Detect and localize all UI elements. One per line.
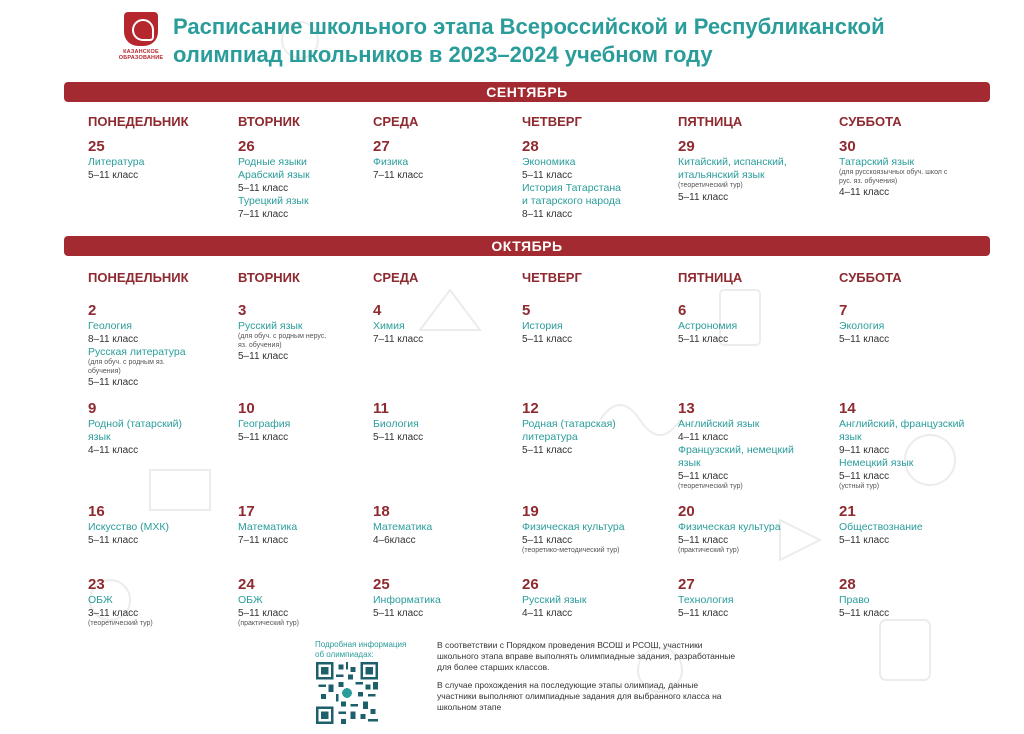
october-weekday-6: СУББОТА [839,270,902,285]
date-number: 25 [88,138,105,155]
subject-name: итальянский язык [678,169,765,181]
date-number: 30 [839,138,856,155]
stage-note: яз. обучения) [238,341,282,349]
date-number: 23 [88,576,105,593]
grade-range: 5–11 класс [678,191,729,203]
stage-note: (практический тур) [678,547,739,554]
september-day-30 [839,138,989,199]
date-number: 28 [522,138,539,155]
qr-caption-line-1: Подробная информация [315,640,407,649]
date-number: 9 [88,400,97,417]
grade-range: 4–11 класс [88,445,139,456]
october-weekday-2: ВТОРНИК [238,270,300,285]
october-day-28 [839,576,989,620]
date-number: 24 [238,576,255,593]
grade-range: 4–6класс [373,535,416,546]
info-paragraph-2: В случае прохождения на последующие этапы олимпиад, данные участники выполняют олимпиадные задания для выбранного класса на школьном этапе [437,680,722,712]
date-number: 12 [522,400,539,417]
date-number: 28 [839,576,856,593]
october-day-11 [373,400,513,444]
october-day-7 [839,302,989,346]
grade-range: 7–11 класс [373,170,424,181]
dragon-emblem-icon [124,12,158,46]
grade-range: 5–11 класс [678,535,729,546]
grade-range: 4–11 класс [522,608,573,619]
subject-name: Литература [88,156,145,168]
date-number: 13 [678,400,695,417]
october-day-12 [522,400,672,457]
grade-range: 7–11 класс [238,535,289,546]
subject-name: История Татарстана [522,182,621,194]
title-line-2: олимпиад школьников в 2023–2024 учебном году [173,42,713,67]
qr-caption [315,640,425,660]
september-day-29 [678,138,833,204]
stage-note: (для обуч. с родным яз. [88,359,165,366]
stage-note: (теоретический тур) [678,483,743,490]
subject-name: ОБЖ [238,594,263,606]
subject-name: Родные языки [238,156,307,168]
september-day-28 [522,138,672,221]
september-weekday-5: ПЯТНИЦА [678,114,743,129]
date-number: 2 [88,302,97,319]
grade-range: 4–11 класс [839,187,890,198]
october-day-19 [522,503,672,556]
october-day-2 [88,302,228,389]
month-bar-september: СЕНТЯБРЬ [64,82,990,102]
september-weekday-1: ПОНЕДЕЛЬНИК [88,114,189,129]
october-day-17 [238,503,368,547]
grade-range: 5–11 класс [373,432,424,443]
date-number: 25 [373,576,390,593]
subject-name: Китайский, испанский, [678,156,787,168]
subject-name: Физическая культура [678,521,781,533]
subject-name: Биология [373,418,419,430]
october-weekday-5: ПЯТНИЦА [678,270,743,285]
subject-name: Английский, французский [839,418,965,430]
october-day-13 [678,400,833,492]
october-day-27 [678,576,833,620]
date-number: 29 [678,138,695,155]
date-number: 26 [522,576,539,593]
september-day-26 [238,138,368,221]
subject-name: ОБЖ [88,594,113,606]
grade-range: 5–11 класс [678,608,729,619]
date-number: 27 [678,576,695,593]
october-day-3 [238,302,368,363]
qr-code[interactable] [316,662,378,724]
subject-name: язык [839,431,862,443]
stage-note: (для обуч. с родным нерус. [238,333,327,340]
september-weekday-4: ЧЕТВЕРГ [522,114,582,129]
subject-name: Обществознание [839,521,923,533]
date-number: 7 [839,302,848,319]
stage-note: (теоретический тур) [88,620,153,627]
grade-range: 7–11 класс [373,334,424,345]
grade-range: 5–11 класс [522,170,573,181]
october-day-9 [88,400,228,457]
october-day-10 [238,400,368,444]
subject-name: Химия [373,320,405,332]
date-number: 21 [839,503,856,520]
subject-name: Право [839,594,870,606]
date-number: 5 [522,302,531,319]
october-day-4 [373,302,513,346]
date-number: 18 [373,503,390,520]
subject-name: Астрономия [678,320,738,332]
date-number: 20 [678,503,695,520]
grade-range: 5–11 класс [678,471,729,482]
grade-range: 5–11 класс [522,334,573,345]
grade-range: 5–11 класс [238,608,289,619]
kazan-education-logo [114,12,168,74]
info-notes [437,640,737,720]
subject-name: Информатика [373,594,441,606]
october-day-6 [678,302,833,346]
subject-name: Французский, немецкий [678,444,794,456]
grade-range: 5–11 класс [839,334,890,345]
grade-range: 5–11 класс [238,432,289,443]
grade-range: 5–11 класс [678,334,729,345]
october-weekday-3: СРЕДА [373,270,419,285]
date-number: 3 [238,302,247,319]
september-weekday-6: СУББОТА [839,114,902,129]
date-number: 26 [238,138,255,155]
subject-name: Арабский язык [238,169,310,181]
grade-range: 3–11 класс [88,608,139,619]
date-number: 19 [522,503,539,520]
grade-range: 7–11 класс [238,209,289,220]
subject-name: Русский язык [238,320,303,332]
qr-caption-line-2: об олимпиадах: [315,650,374,659]
date-number: 6 [678,302,687,319]
subject-name: литература [522,431,578,443]
subject-name: Немецкий язык [839,457,914,469]
subject-name: и татарского народа [522,195,621,207]
grade-range: 5–11 класс [238,183,289,194]
subject-name: География [238,418,291,430]
stage-note: рус. яз. обучения) [839,177,898,185]
date-number: 14 [839,400,856,417]
subject-name: язык [678,457,701,469]
subject-name: Технология [678,594,734,606]
subject-name: Русский язык [522,594,587,606]
grade-range: 8–11 класс [88,334,139,345]
stage-note: (теоретико-методический тур) [522,547,620,554]
october-day-21 [839,503,989,547]
date-number: 17 [238,503,255,520]
grade-range: 9–11 класс [839,445,890,456]
subject-name: Родной (татарский) [88,418,182,430]
grade-range: 5–11 класс [522,535,573,546]
subject-name: Математика [373,521,433,533]
date-number: 16 [88,503,105,520]
subject-name: Искусство (МХК) [88,521,170,533]
title-line-1: Расписание школьного этапа Всероссийской и Республиканской [173,14,885,39]
month-bar-october: ОКТЯБРЬ [64,236,990,256]
grade-range: 5–11 класс [839,608,890,619]
october-weekday-1: ПОНЕДЕЛЬНИК [88,270,189,285]
date-number: 4 [373,302,382,319]
grade-range: 5–11 класс [88,535,139,546]
subject-name: Экология [839,320,885,332]
subject-name: История [522,320,563,332]
date-number: 10 [238,400,255,417]
grade-range: 5–11 класс [522,445,573,456]
october-day-26 [522,576,672,620]
september-weekday-3: СРЕДА [373,114,419,129]
september-day-27 [373,138,513,182]
grade-range: 4–11 класс [678,432,729,443]
date-number: 27 [373,138,390,155]
subject-name: Английский язык [678,418,760,430]
stage-note: (практический тур) [238,620,299,627]
grade-range: 5–11 класс [373,608,424,619]
september-weekday-2: ВТОРНИК [238,114,300,129]
subject-name: Математика [238,521,298,533]
september-day-25 [88,138,228,182]
stage-note: (теоретический тур) [678,182,743,189]
october-day-25 [373,576,513,620]
stage-note: (для русскоязычных обуч. школ с [839,169,948,176]
subject-name: Физическая культура [522,521,625,533]
grade-range: 8–11 класс [522,209,573,220]
subject-name: Русская литература [88,346,186,358]
subject-name: Геология [88,320,132,332]
grade-range: 5–11 класс [88,377,139,388]
grade-range: 5–11 класс [88,170,139,181]
october-weekday-4: ЧЕТВЕРГ [522,270,582,285]
subject-name: Турецкий язык [238,195,309,207]
grade-range: 5–11 класс [839,471,890,482]
logo-caption: КАЗАНСКОЕ ОБРАЗОВАНИЕ [118,49,164,61]
october-day-16 [88,503,228,547]
subject-name: Физика [373,156,409,168]
date-number: 11 [373,400,389,417]
stage-note: (устный тур) [839,483,880,490]
subject-name: язык [88,431,111,443]
grade-range: 5–11 класс [238,351,289,362]
page-title [173,13,993,69]
october-day-20 [678,503,833,556]
info-paragraph-1: В соответствии с Порядком проведения ВСОШ и РСОШ, участники школьного этапа вправе выполнять олимпиадные задания, разработанные для более старших классов. [437,640,736,672]
october-day-14 [839,400,989,492]
subject-name: Татарский язык [839,156,915,168]
stage-note: обучения) [88,367,121,375]
subject-name: Родная (татарская) [522,418,616,430]
october-day-24 [238,576,368,629]
grade-range: 5–11 класс [839,535,890,546]
subject-name: Экономика [522,156,576,168]
october-day-23 [88,576,228,629]
october-day-18 [373,503,513,547]
october-day-5 [522,302,672,346]
